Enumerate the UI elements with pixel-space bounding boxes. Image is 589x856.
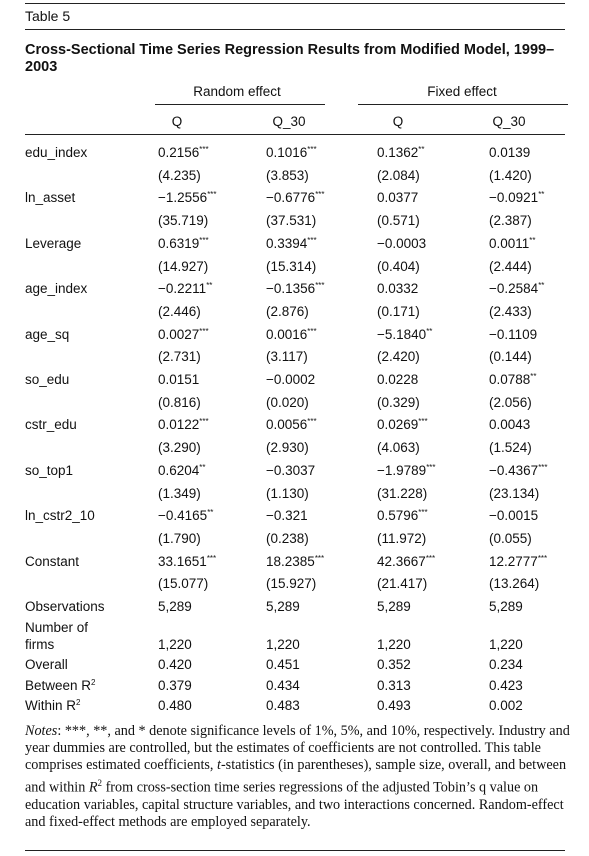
- table-cell: [377, 531, 426, 546]
- table-cell: [377, 657, 411, 672]
- table-cell: [377, 463, 436, 478]
- cell-value: (2.420): [377, 349, 420, 365]
- cell-value: (0.144): [489, 349, 532, 365]
- table-cell: [158, 486, 201, 501]
- table-row: [0, 531, 589, 553]
- table-row: [0, 327, 589, 349]
- table-cell: [266, 372, 315, 387]
- table-cell: [377, 145, 425, 160]
- cell-value: 0.6204: [158, 462, 200, 478]
- cell-value: (13.264): [489, 576, 540, 592]
- table-cell: [266, 576, 316, 591]
- cell-value: (4.063): [377, 440, 420, 456]
- table-cell: [266, 599, 300, 614]
- significance-stars: **: [538, 190, 545, 200]
- group-rule-random: [155, 104, 325, 105]
- table-cell: [158, 554, 216, 569]
- table-cell: [489, 281, 544, 296]
- cell-value: 0.6319: [158, 235, 200, 251]
- row-label: [25, 678, 96, 693]
- table-cell: [377, 327, 432, 342]
- table-cell: [266, 531, 309, 546]
- significance-stars: **: [426, 326, 433, 336]
- significance-stars: ***: [315, 190, 325, 200]
- table-row: [0, 508, 589, 530]
- table-row: [0, 678, 589, 700]
- significance-stars: ***: [307, 417, 317, 427]
- cell-value: 0.420: [158, 657, 192, 673]
- table-cell: [489, 486, 539, 501]
- row-label-text: Within R: [25, 697, 77, 713]
- table-cell: [489, 372, 537, 387]
- cell-value: 0.0027: [158, 326, 200, 342]
- row-label: Observations: [25, 599, 105, 614]
- cell-value: (2.433): [489, 303, 532, 319]
- cell-value: 0.234: [489, 657, 523, 673]
- significance-stars: ***: [206, 553, 217, 563]
- significance-stars: **: [207, 508, 214, 518]
- table-row: [0, 281, 589, 303]
- table-cell: [266, 236, 317, 251]
- significance-stars: ***: [307, 326, 317, 336]
- significance-stars: ***: [199, 235, 209, 245]
- cell-value: (15.314): [266, 258, 317, 274]
- cell-value: 0.5796: [377, 508, 419, 524]
- cell-value: 0.434: [266, 677, 300, 693]
- table-cell: [377, 304, 420, 319]
- table-row: [0, 190, 589, 212]
- table-cell: [377, 281, 418, 296]
- row-label: firms: [25, 636, 55, 652]
- cell-value: 0.2156: [158, 145, 200, 160]
- notes-colon: :: [57, 723, 65, 739]
- notes-t-symbol: t: [217, 757, 221, 774]
- table-row: [0, 168, 589, 190]
- notes-prefix: Notes: [25, 723, 58, 739]
- table-cell: [266, 678, 300, 693]
- row-label-text: Between R: [25, 677, 92, 693]
- table-row: [0, 213, 589, 235]
- table-cell: [266, 349, 308, 364]
- cell-value: (0.571): [377, 213, 420, 229]
- table-cell: [266, 554, 324, 569]
- cell-value: 0.0139: [489, 145, 531, 160]
- cell-value: −1.2556: [158, 190, 208, 206]
- table-cell: [158, 678, 192, 693]
- cell-value: 0.0377: [377, 190, 419, 206]
- table-cell: [489, 145, 530, 160]
- cell-value: (1.790): [158, 530, 201, 546]
- significance-stars: ***: [199, 326, 209, 336]
- cell-value: 0.379: [158, 677, 192, 693]
- table-cell: [377, 486, 427, 501]
- cell-value: 0.0788: [489, 372, 531, 387]
- cell-value: (1.524): [489, 440, 532, 456]
- cell-value: 0.480: [158, 697, 192, 713]
- cell-value: −0.0003: [377, 235, 427, 251]
- cell-value: (0.329): [377, 394, 420, 410]
- table-cell: [377, 698, 411, 713]
- cell-value: (2.084): [377, 167, 420, 183]
- table-cell: [489, 678, 523, 693]
- row-label: edu_index: [25, 145, 88, 160]
- cell-value: −5.1840: [377, 326, 427, 342]
- significance-stars: ***: [199, 417, 209, 427]
- col-head-4: Q_30: [492, 114, 526, 129]
- table-cell: [489, 349, 532, 364]
- significance-stars: ***: [315, 281, 325, 291]
- cell-value: (1.349): [158, 485, 201, 501]
- table-row: [0, 304, 589, 326]
- cell-value: (2.731): [158, 349, 201, 365]
- significance-stars: ***: [199, 145, 209, 154]
- table-row: [0, 395, 589, 417]
- row-label-text: Overall: [25, 657, 68, 673]
- table-cell: [266, 698, 300, 713]
- cell-value: 0.313: [377, 677, 411, 693]
- table-cell: [489, 698, 523, 713]
- cell-value: 1,220: [489, 636, 523, 652]
- table-cell: [266, 395, 309, 410]
- table-row: [0, 463, 589, 485]
- row-label: [25, 698, 80, 713]
- significance-stars: ***: [418, 508, 428, 518]
- cell-value: 1,220: [377, 636, 411, 652]
- table-cell: [377, 637, 411, 652]
- notes-part2: -statistics (in parentheses), sample size, overall, and between and within: [25, 757, 567, 796]
- table-cell: [377, 259, 420, 274]
- cell-value: (3.290): [158, 440, 201, 456]
- table-row: [0, 637, 589, 659]
- cell-value: 0.002: [489, 697, 523, 713]
- cell-value: −0.1109: [489, 326, 538, 342]
- significance-stars: ***: [314, 553, 325, 563]
- title-rule: [25, 29, 565, 30]
- table-cell: [266, 637, 300, 652]
- table-row: [0, 486, 589, 508]
- table-row: [0, 349, 589, 371]
- notes-r-symbol: R: [88, 779, 98, 796]
- table-cell: [158, 395, 201, 410]
- table-cell: [489, 168, 532, 183]
- cell-value: (0.020): [266, 394, 309, 410]
- table-cell: [377, 440, 420, 455]
- cell-value: 0.483: [266, 697, 300, 713]
- cell-value: −0.3037: [266, 462, 316, 478]
- cell-value: 0.3394: [266, 235, 308, 251]
- table-cell: [377, 190, 418, 205]
- table-row: [0, 698, 589, 720]
- table-cell: [489, 440, 532, 455]
- table-cell: [158, 168, 201, 183]
- cell-value: 5,289: [158, 599, 192, 614]
- table-row: [0, 554, 589, 576]
- table-cell: [489, 395, 532, 410]
- cell-value: 5,289: [266, 599, 300, 614]
- table-cell: [266, 304, 309, 319]
- table-cell: [158, 637, 192, 652]
- table-cell: [489, 327, 537, 342]
- table-cell: [266, 463, 315, 478]
- cell-value: (15.927): [266, 576, 317, 592]
- cell-value: −0.1356: [266, 281, 316, 297]
- table-cell: [377, 395, 420, 410]
- table-cell: [489, 417, 530, 432]
- cell-value: (31.228): [377, 485, 428, 501]
- significance-stars: **: [529, 235, 536, 245]
- table-cell: [489, 531, 532, 546]
- col-head-2: Q_30: [272, 114, 306, 129]
- table-row: [0, 657, 589, 679]
- cell-value: (0.238): [266, 530, 309, 546]
- table-notes: [25, 723, 570, 831]
- table-row: [0, 145, 589, 167]
- table-row: [0, 440, 589, 462]
- cell-value: (0.171): [377, 303, 420, 319]
- table-cell: [158, 281, 212, 296]
- cell-value: (2.930): [266, 440, 309, 456]
- header-rule: [25, 134, 565, 135]
- table-cell: [266, 213, 316, 228]
- significance-stars: ***: [426, 462, 436, 472]
- row-label: cstr_edu: [25, 417, 77, 433]
- cell-value: (2.056): [489, 394, 532, 410]
- significance-stars: **: [530, 372, 537, 381]
- significance-stars: ***: [537, 553, 548, 563]
- cell-value: 1,220: [266, 636, 300, 652]
- table-cell: [377, 599, 411, 614]
- cell-value: (3.853): [266, 167, 309, 183]
- table-row: [0, 259, 589, 281]
- table-cell: [158, 440, 201, 455]
- table-title: Cross-Sectional Time Series Regression Results from Modified Model, 1999–2003: [25, 42, 555, 75]
- table-cell: [489, 304, 532, 319]
- row-label: ln_asset: [25, 190, 76, 206]
- table-label: Table 5: [25, 8, 71, 24]
- bottom-rule: [25, 850, 565, 851]
- row-label: Constant: [25, 553, 80, 569]
- table-row: [0, 417, 589, 439]
- cell-value: −0.6776: [266, 190, 316, 206]
- row-label: age_sq: [25, 326, 70, 342]
- significance-stars: **: [199, 462, 206, 472]
- table-cell: [158, 576, 208, 591]
- cell-value: (37.531): [266, 213, 317, 229]
- table-cell: [489, 637, 523, 652]
- cell-value: 0.0151: [158, 372, 200, 387]
- table-cell: [266, 168, 309, 183]
- table-cell: [489, 599, 523, 614]
- table-cell: [266, 281, 325, 296]
- row-label-sup: 2: [76, 697, 81, 707]
- row-label: ln_cstr2_10: [25, 508, 95, 524]
- col-head-3: Q: [392, 114, 404, 129]
- table-cell: [377, 372, 418, 387]
- cell-value: 0.1362: [377, 145, 419, 160]
- significance-stars: **: [418, 145, 425, 154]
- cell-value: −0.0002: [266, 372, 316, 387]
- significance-stars: ***: [307, 235, 317, 245]
- table-cell: [377, 349, 420, 364]
- cell-value: −0.2584: [489, 281, 539, 297]
- cell-value: (0.055): [489, 530, 532, 546]
- cell-value: 5,289: [377, 599, 411, 614]
- table-cell: [266, 508, 308, 523]
- cell-value: (4.235): [158, 167, 201, 183]
- cell-value: 0.0011: [489, 235, 530, 251]
- table-cell: [489, 554, 547, 569]
- notes-r-sup: 2: [97, 777, 103, 788]
- table-cell: [489, 190, 544, 205]
- row-label: [25, 657, 68, 672]
- table-cell: [377, 417, 428, 432]
- table-cell: [377, 213, 420, 228]
- cell-value: −0.4367: [489, 462, 539, 478]
- table-cell: [158, 327, 209, 342]
- cell-value: (11.972): [377, 530, 427, 546]
- group-rule-fixed: [358, 104, 568, 105]
- cell-value: −0.0921: [489, 190, 539, 206]
- table-cell: [489, 463, 548, 478]
- cell-value: (2.387): [489, 213, 532, 229]
- table-cell: [377, 236, 426, 251]
- group-head-random: Random effect: [193, 84, 281, 99]
- cell-value: 42.3667: [377, 553, 426, 569]
- table-cell: [158, 417, 209, 432]
- table-row: [0, 236, 589, 258]
- significance-stars: ***: [418, 417, 428, 427]
- table-cell: [158, 531, 201, 546]
- table-cell: [489, 259, 532, 274]
- cell-value: 5,289: [489, 599, 523, 614]
- table-cell: [377, 678, 411, 693]
- cell-value: (0.404): [377, 258, 420, 274]
- cell-value: 0.0056: [266, 417, 308, 433]
- cell-value: (1.130): [266, 485, 309, 501]
- table-cell: [158, 304, 201, 319]
- row-label: so_edu: [25, 372, 70, 387]
- table-cell: [377, 168, 420, 183]
- table-row: [0, 372, 589, 394]
- significance-stars: ***: [207, 190, 217, 200]
- cell-value: 0.0228: [377, 372, 419, 387]
- table-cell: [489, 508, 538, 523]
- row-label: Number of: [25, 619, 89, 635]
- table-cell: [489, 576, 539, 591]
- cell-value: 0.0269: [377, 417, 419, 433]
- cell-value: (1.420): [489, 167, 532, 183]
- table-cell: [158, 349, 201, 364]
- table-cell: [158, 657, 192, 672]
- cell-value: 0.493: [377, 697, 411, 713]
- cell-value: (2.876): [266, 303, 309, 319]
- table-cell: [158, 463, 206, 478]
- cell-value: 0.0043: [489, 417, 531, 433]
- group-head-fixed: Fixed effect: [427, 84, 497, 99]
- cell-value: (0.816): [158, 394, 201, 410]
- cell-value: (23.134): [489, 485, 540, 501]
- significance-stars: **: [538, 281, 545, 291]
- cell-value: 33.1651: [158, 553, 207, 569]
- cell-value: (35.719): [158, 213, 209, 229]
- table-cell: [158, 698, 192, 713]
- row-label: so_top1: [25, 462, 74, 478]
- cell-value: 18.2385: [266, 553, 315, 569]
- table-cell: [489, 657, 523, 672]
- cell-value: 1,220: [158, 636, 192, 652]
- cell-value: −1.9789: [377, 462, 427, 478]
- table-cell: [266, 417, 317, 432]
- cell-value: 0.352: [377, 657, 411, 673]
- cell-value: 0.0016: [266, 326, 308, 342]
- cell-value: 0.0332: [377, 281, 419, 297]
- table-cell: [266, 486, 309, 501]
- table-cell: [158, 213, 208, 228]
- table-cell: [158, 259, 208, 274]
- top-rule: [25, 3, 565, 4]
- table-row: [0, 599, 589, 621]
- notes-part3: from cross-section time series regressions of the adjusted Tobin’s q value on education variables, capital structure variables, and two interactions concerned. Random-effect and fixed-effect methods are employed separately.: [25, 779, 564, 830]
- table-cell: [266, 657, 300, 672]
- table-cell: [158, 145, 209, 160]
- significance-stars: ***: [425, 553, 436, 563]
- significance-stars: ***: [307, 145, 317, 154]
- table-cell: [377, 576, 427, 591]
- cell-value: (15.077): [158, 576, 209, 592]
- cell-value: 0.0122: [158, 417, 200, 433]
- cell-value: 0.451: [266, 657, 300, 673]
- table-cell: [158, 508, 213, 523]
- table-cell: [489, 236, 536, 251]
- cell-value: −0.0015: [489, 508, 539, 524]
- row-label: Leverage: [25, 235, 82, 251]
- cell-value: −0.2211: [158, 281, 207, 297]
- cell-value: −0.321: [266, 508, 308, 524]
- table-cell: [158, 236, 209, 251]
- table-cell: [266, 190, 325, 205]
- table-cell: [489, 213, 532, 228]
- row-label: age_index: [25, 281, 88, 297]
- table-cell: [266, 327, 317, 342]
- table-cell: [158, 372, 199, 387]
- table-cell: [377, 554, 435, 569]
- cell-value: 12.2777: [489, 553, 538, 569]
- cell-value: 0.423: [489, 677, 523, 693]
- table-cell: [158, 190, 217, 205]
- table-cell: [266, 259, 316, 274]
- cell-value: (21.417): [377, 576, 428, 592]
- table-cell: [266, 145, 317, 160]
- cell-value: (2.444): [489, 258, 532, 274]
- table-cell: [158, 599, 192, 614]
- cell-value: 0.1016: [266, 145, 308, 160]
- cell-value: (2.446): [158, 303, 201, 319]
- table-cell: [377, 508, 428, 523]
- significance-stars: **: [206, 281, 213, 291]
- cell-value: (3.117): [266, 349, 308, 365]
- col-head-1: Q: [171, 114, 183, 129]
- cell-value: −0.4165: [158, 508, 208, 524]
- notes-part1: ***, **, and * denote significance levels of 1%, 5%, and 10%, respectively. Industry and year dummies are controlled, but the estimates of coefficients are not controlled. This table comprises estimated coefficients,: [25, 723, 570, 774]
- significance-stars: ***: [538, 462, 548, 472]
- table-row: [0, 576, 589, 598]
- row-label-sup: 2: [91, 677, 96, 687]
- table-cell: [266, 440, 309, 455]
- cell-value: (14.927): [158, 258, 209, 274]
